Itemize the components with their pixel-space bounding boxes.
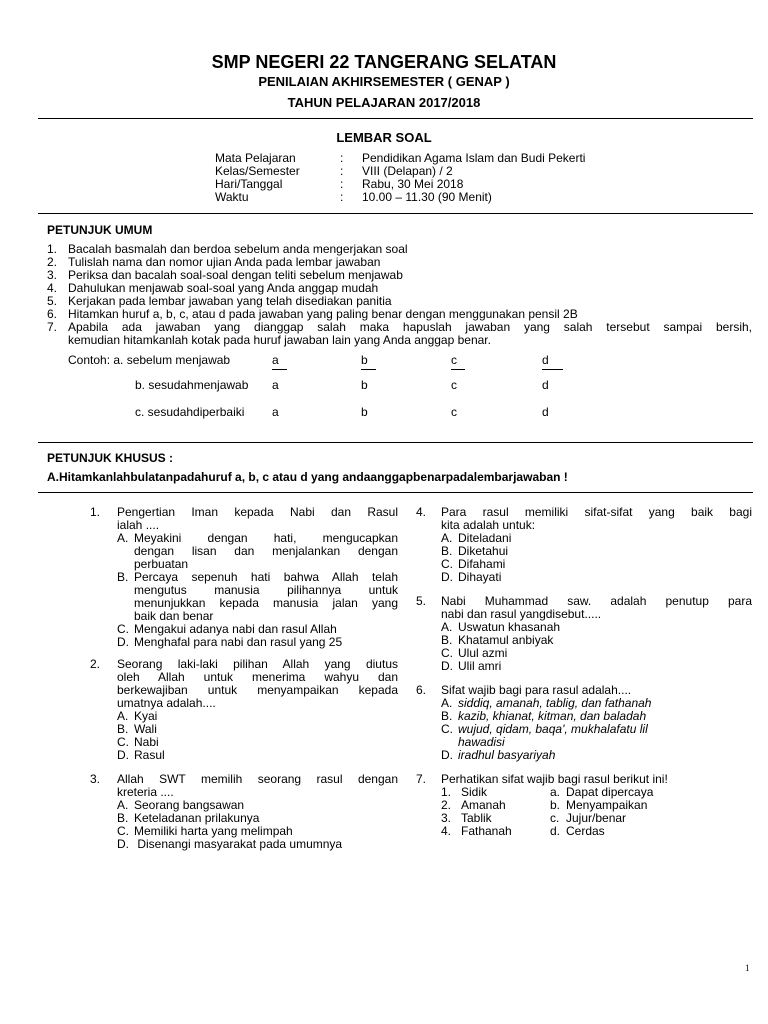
- option-text: Kyai: [134, 709, 158, 723]
- option-letter: D.: [117, 837, 129, 851]
- option-text: dengan lisan dan menjalankan dengan: [134, 544, 398, 558]
- option-letter: B.: [117, 570, 129, 584]
- option-letter: D.: [117, 635, 129, 649]
- example-option-d: d: [542, 354, 563, 370]
- question-text: umatnya adalah....: [117, 696, 216, 710]
- option-text: Mengakui adanya nabi dan rasul Allah: [134, 622, 337, 636]
- option-letter: B.: [117, 811, 129, 825]
- question-text: Pengertian Iman kepada Nabi dan Rasul: [117, 505, 398, 519]
- option-text: baik dan benar: [134, 609, 214, 623]
- special-divider: [38, 492, 753, 493]
- pair-letter: a.: [550, 785, 561, 799]
- option-letter: A.: [441, 620, 453, 634]
- question-text: nabi dan rasul yangdisebut.....: [441, 607, 602, 621]
- pair-meaning: Cerdas: [566, 824, 605, 838]
- item-text: Hitamkan huruf a, b, c, atau d pada jawaban yang paling benar dengan menggunakan pensil 2B: [68, 307, 578, 321]
- info-key: Kelas/Semester: [215, 164, 300, 178]
- pair-letter: d.: [550, 824, 561, 838]
- example-option-c: c: [451, 378, 457, 392]
- general-instructions-heading: PETUNJUK UMUM: [47, 223, 153, 237]
- example-option-d: d: [542, 405, 549, 419]
- exam-title: PENILAIAN AKHIRSEMESTER ( GENAP ): [258, 74, 510, 89]
- pair-term: Tablik: [461, 811, 492, 825]
- info-colon: :: [340, 177, 344, 191]
- example-row-before: [0, 354, 768, 370]
- item-text: Kerjakan pada lembar jawaban yang telah disediakan panitia: [68, 294, 392, 308]
- option-text: menunjukkan kepada manusia jalan yang: [134, 596, 398, 610]
- option-text: Diteladani: [458, 531, 512, 545]
- pair-term: Amanah: [461, 798, 506, 812]
- question-number: 4.: [416, 505, 427, 519]
- info-row-time: [0, 191, 768, 204]
- option-text: Khatamul anbiyak: [458, 633, 554, 647]
- pair-number: 1.: [441, 785, 452, 799]
- option-letter: C.: [117, 735, 129, 749]
- example-row-after: [0, 379, 768, 393]
- option-letter: B.: [441, 544, 453, 558]
- academic-year: TAHUN PELAJARAN 2017/2018: [287, 95, 481, 110]
- example-option-b: b: [361, 405, 368, 419]
- item-text: Bacalah basmalah dan berdoa sebelum anda mengerjakan soal: [68, 242, 408, 256]
- item-number: 1.: [47, 242, 58, 256]
- option-letter: B.: [117, 722, 129, 736]
- option-text: Meyakini dengan hati, mengucapkan: [134, 531, 398, 545]
- option-letter: B.: [441, 709, 453, 723]
- option-letter: D.: [441, 748, 453, 762]
- option-letter: C.: [441, 722, 453, 736]
- item-number: 3.: [47, 268, 58, 282]
- option-letter: A.: [117, 798, 129, 812]
- option-letter: C.: [117, 622, 129, 636]
- question-number: 3.: [90, 772, 101, 786]
- item-text: Apabila ada jawaban yang dianggap salah maka hapuslah jawaban yang salah tersebut sampai bersih,: [68, 320, 752, 334]
- info-colon: :: [340, 190, 344, 204]
- pair-meaning: Dapat dipercaya: [566, 785, 654, 799]
- page-number: 1: [745, 963, 750, 973]
- example-option-a: a: [272, 378, 279, 392]
- example-option-a: a: [272, 354, 287, 370]
- pair-row: [441, 825, 741, 838]
- option-text: Menghafal para nabi dan rasul yang 25: [134, 635, 343, 649]
- pair-number: 2.: [441, 798, 452, 812]
- info-divider: [38, 213, 753, 214]
- question-text: kreteria ....: [117, 785, 174, 799]
- question-number: 5.: [416, 594, 427, 608]
- option-text: Nabi: [134, 735, 159, 749]
- question-text: Perhatikan sifat wajib bagi rasul berikut ini!: [441, 772, 668, 786]
- option-text: siddiq, amanah, tablig, dan fathanah: [458, 696, 652, 710]
- pair-number: 3.: [441, 811, 452, 825]
- pair-letter: b.: [550, 798, 561, 812]
- option-text: Percaya sepenuh hati bahwa Allah telah: [134, 570, 398, 584]
- item-number: 4.: [47, 281, 58, 295]
- item-number: 7.: [47, 320, 58, 334]
- header-divider: [38, 118, 753, 119]
- example-option-a: a: [272, 405, 279, 419]
- pair-number: 4.: [441, 824, 452, 838]
- option-letter: D.: [441, 659, 453, 673]
- option-text: Uswatun khasanah: [458, 620, 561, 634]
- option-text: Keteladanan prilakunya: [134, 811, 260, 825]
- item-number: 2.: [47, 255, 58, 269]
- option-letter: A.: [117, 709, 129, 723]
- option-letter: B.: [441, 633, 453, 647]
- question-text: Seorang laki-laki pilihan Allah yang diutus: [117, 657, 398, 671]
- example-option-b: b: [361, 378, 368, 392]
- option-text: Ulil amri: [458, 659, 502, 673]
- example-option-b: b: [361, 354, 376, 370]
- option-text: hawadisi: [458, 735, 505, 749]
- example-divider: [38, 442, 753, 443]
- item-text: Periksa dan bacalah soal-soal dengan teliti sebelum menjawab: [68, 268, 403, 282]
- info-colon: :: [340, 151, 344, 165]
- item-text: kemudian hitamkanlah kotak pada huruf jawaban lain yang Anda anggap benar.: [68, 333, 491, 347]
- info-value: 10.00 – 11.30 (90 Menit): [362, 190, 492, 204]
- option-letter: D.: [441, 570, 453, 584]
- info-value: Rabu, 30 Mei 2018: [362, 177, 464, 191]
- question-number: 2.: [90, 657, 101, 671]
- example-option-c: c: [451, 354, 465, 370]
- info-key: Waktu: [215, 190, 249, 204]
- item-text: Dahulukan menjawab soal-soal yang Anda anggap mudah: [68, 281, 379, 295]
- example-option-c: c: [451, 405, 457, 419]
- option-letter: C.: [441, 646, 453, 660]
- special-instructions-heading: PETUNJUK KHUSUS :: [47, 451, 174, 465]
- option-text: mengutus manusia pilihannya untuk: [134, 583, 398, 597]
- question-text: oleh Allah untuk menerima wahyu dan: [117, 670, 398, 684]
- option-text: Difahami: [458, 557, 506, 571]
- school-name: SMP NEGERI 22 TANGERANG SELATAN: [211, 52, 557, 72]
- question-text: Para rasul memiliki sifat-sifat yang baik bagi: [441, 505, 752, 519]
- pair-letter: c.: [550, 811, 560, 825]
- option-letter: C.: [441, 557, 453, 571]
- special-instructions-text: A.Hitamkanlahbulatanpadahuruf a, b, c atau d yang andaanggapbenarpadalembarjawaban !: [47, 470, 568, 484]
- option-text: Wali: [134, 722, 157, 736]
- question-number: 7.: [416, 772, 427, 786]
- question-text: Allah SWT memilih seorang rasul dengan: [117, 772, 398, 786]
- info-colon: :: [340, 164, 344, 178]
- example-label: Contoh: a. sebelum menjawab: [68, 353, 231, 367]
- example-row-corrected: [0, 406, 768, 420]
- info-key: Hari/Tanggal: [215, 177, 283, 191]
- option-letter: C.: [117, 824, 129, 838]
- option-text: Dihayati: [458, 570, 502, 584]
- option-letter: D.: [117, 748, 129, 762]
- option-text: Rasul: [134, 748, 165, 762]
- question-number: 6.: [416, 683, 427, 697]
- item-text: Tulislah nama dan nomor ujian Anda pada lembar jawaban: [68, 255, 381, 269]
- option-text: Seorang bangsawan: [134, 798, 245, 812]
- option-letter: A.: [117, 531, 129, 545]
- info-value: VIII (Delapan) / 2: [362, 164, 453, 178]
- option-text: kazib, khianat, kitman, dan baladah: [458, 709, 647, 723]
- question-text: kita adalah untuk:: [441, 518, 536, 532]
- info-value: Pendidikan Agama Islam dan Budi Pekerti: [362, 151, 586, 165]
- item-number: 6.: [47, 307, 58, 321]
- info-key: Mata Pelajaran: [215, 151, 296, 165]
- option-text: iradhul basyariyah: [458, 748, 556, 762]
- question-text: Nabi Muhammad saw. adalah penutup para: [441, 594, 752, 608]
- option-text: wujud, qidam, baqa', mukhalafatu lil: [458, 722, 648, 736]
- option-text: Memiliki harta yang melimpah: [134, 824, 293, 838]
- pair-meaning: Menyampaikan: [566, 798, 648, 812]
- question-text: berkewajiban untuk menyampaikan kepada: [117, 683, 398, 697]
- question-text: ialah ....: [117, 518, 160, 532]
- option-text: Ulul azmi: [458, 646, 508, 660]
- question-number: 1.: [90, 505, 101, 519]
- option-text: Disenangi masyarakat pada umumnya: [134, 837, 343, 851]
- example-label: b. sesudahmenjawab: [135, 378, 249, 392]
- question-text: Sifat wajib bagi para rasul adalah....: [441, 683, 632, 697]
- pair-term: Sidik: [461, 785, 488, 799]
- pair-term: Fathanah: [461, 824, 512, 838]
- pair-meaning: Jujur/benar: [566, 811, 627, 825]
- example-option-d: d: [542, 378, 549, 392]
- option-text: Diketahui: [458, 544, 509, 558]
- item-number: 5.: [47, 294, 58, 308]
- sheet-title: LEMBAR SOAL: [336, 130, 432, 145]
- option-text: perbuatan: [134, 557, 189, 571]
- example-label: c. sesudahdiperbaiki: [135, 405, 245, 419]
- option-letter: A.: [441, 531, 453, 545]
- option-letter: A.: [441, 696, 453, 710]
